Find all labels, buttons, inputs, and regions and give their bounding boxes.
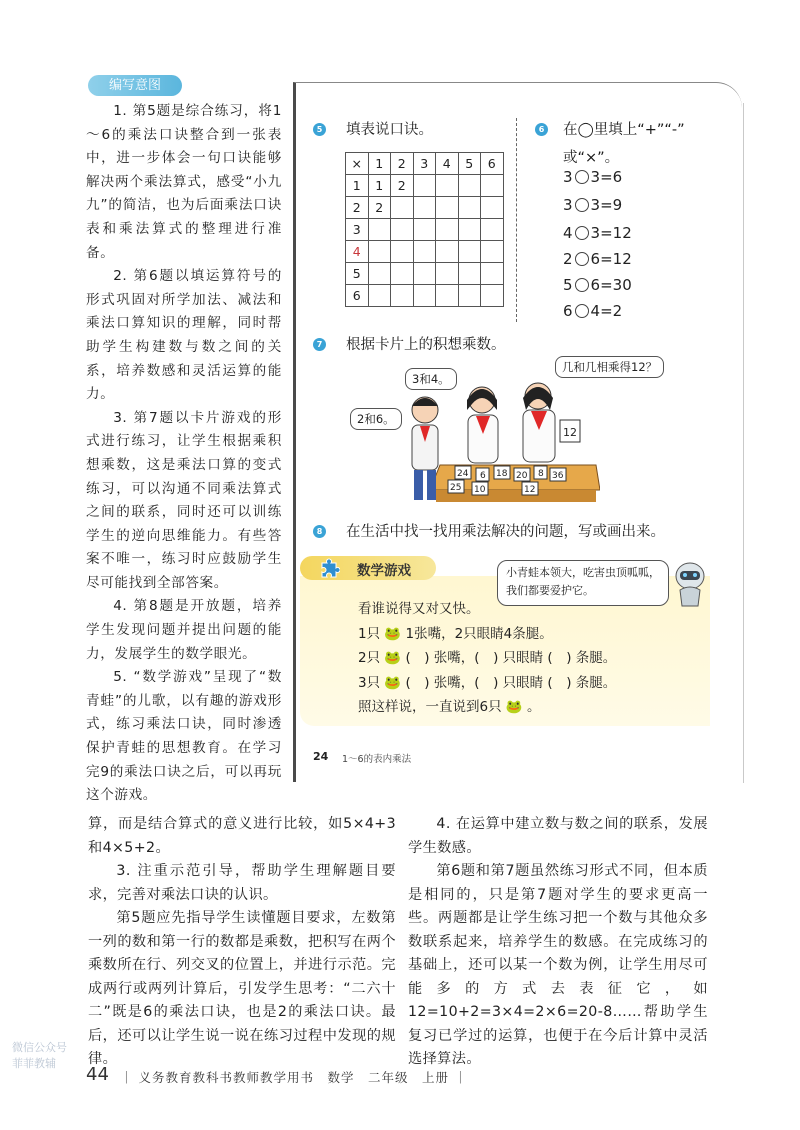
table-cell [368, 241, 391, 263]
table-cell: 2 [391, 175, 414, 197]
table-cell [391, 197, 414, 219]
page-number: 44 [86, 1064, 109, 1085]
multiplication-table [345, 152, 504, 307]
blank-circle[interactable] [575, 226, 589, 240]
equation-right: 6=12 [590, 250, 632, 268]
table-cell [458, 263, 481, 285]
equation-left: 4 [563, 224, 573, 242]
table-cell [458, 175, 481, 197]
table-cell: 4 [346, 241, 369, 263]
table-cell [458, 219, 481, 241]
column-divider [516, 118, 517, 322]
blank-circle[interactable] [575, 278, 589, 292]
equation [563, 276, 632, 294]
table-row [346, 197, 504, 219]
table-cell [391, 263, 414, 285]
game-line: 1只 🐸 1张嘴，2只眼睛4条腿。 [358, 626, 553, 642]
blank-circle[interactable] [575, 198, 589, 212]
table-cell [436, 197, 459, 219]
equation-left: 5 [563, 276, 573, 294]
q8-number-badge: 8 [313, 525, 326, 538]
table-cell: 1 [346, 175, 369, 197]
table-card: 12 [524, 485, 536, 495]
game-line: 2只 🐸 ( ) 张嘴，( ) 只眼睛 ( ) 条腿。 [358, 650, 617, 666]
equation-right: 4=2 [590, 302, 623, 320]
q7-text: 根据卡片上的积想乘数。 [346, 337, 506, 353]
table-card: 36 [552, 471, 564, 481]
body-paragraph: 第6题和第7题虽然练习形式不同，但本质是相同的，只是第7题对学生的要求更高一些。两题都是让学生练习把一个数与其他众多数联系起来，培养学生的数感。在完成练习的基础上，还可以某一个数为例，让学生用尽可能多的方式去表征它，如12=10+2=3×4=2×6=20-8……帮助学生复习已学过的运算，也便于在今后计算中灵活选择算法。 [408, 863, 708, 1067]
table-cell: 1 [368, 153, 391, 175]
table-cell: 3 [413, 153, 436, 175]
watermark-line-1: 微信公众号 [12, 1041, 67, 1054]
speech-bubble-b: 2和6。 [350, 408, 402, 430]
equation-left: 3 [563, 196, 573, 214]
equation-right: 6=30 [590, 276, 632, 294]
table-cell [481, 241, 504, 263]
table-cell [458, 197, 481, 219]
body-left-column [88, 813, 396, 1072]
table-cell [413, 263, 436, 285]
table-cell: 6 [346, 285, 369, 307]
equation-left: 2 [563, 250, 573, 268]
table-cell: 2 [368, 197, 391, 219]
blank-circle[interactable] [575, 304, 589, 318]
table-card: 24 [457, 469, 469, 479]
table-cell [413, 197, 436, 219]
table-cell [481, 197, 504, 219]
equation-left: 6 [563, 302, 573, 320]
table-cell [413, 285, 436, 307]
children-card-game-illustration [400, 370, 600, 510]
table-card: 25 [450, 483, 462, 493]
table-cell [436, 241, 459, 263]
table-cell: × [346, 153, 369, 175]
q8-text: 在生活中找一找用乘法解决的问题，写或画出来。 [346, 524, 665, 540]
table-row [346, 219, 504, 241]
equation-right: 3=6 [590, 168, 623, 186]
note-4: 4. 第8题是开放题，培养学生发现问题并提出问题的能力，发展学生的数学眼光。 [86, 598, 282, 662]
body-paragraph: 第5题应先指导学生读懂题目要求，左数第一列的数和第一行的数都是乘数，把积写在两个乘数所在行、列交叉的位置上，并进行示范。完成两行或两列计算后，引发学生思考：“二六十二”既是6的乘法口诀，也是2的乘法口诀。最后，还可以让学生说一说在练习过程中发现的规律。 [88, 910, 396, 1067]
q5-text: 填表说口诀。 [346, 122, 433, 138]
equation [563, 168, 622, 186]
textbook-page-number: 24 [313, 750, 329, 763]
table-cell [391, 285, 414, 307]
table-card: 8 [538, 469, 544, 479]
table-cell: 5 [458, 153, 481, 175]
note-2: 2. 第6题以填运算符号的形式巩固对所学加法、减法和乘法口算知识的理解，同时帮助学生构建数与数之间的关系，培养数感和灵活运算的能力。 [86, 268, 282, 403]
body-right-column [408, 813, 708, 1072]
table-cell [413, 219, 436, 241]
table-cell: 6 [481, 153, 504, 175]
table-cell [368, 285, 391, 307]
note-1: 1. 第5题是综合练习，将1～6的乘法口诀整合到一张表中，进一步体会一句口诀能够解决两个乘法算式，感受“小九九”的简洁，也为后面乘法口诀表和乘法算式的整理进行准备。 [86, 103, 282, 261]
table-card: 6 [480, 471, 486, 481]
table-cell: 3 [346, 219, 369, 241]
table-cell: 2 [391, 153, 414, 175]
puzzle-icon [318, 557, 340, 579]
table-cell [458, 285, 481, 307]
table-cell [436, 285, 459, 307]
table-cell [368, 219, 391, 241]
q6-number-badge: 6 [535, 123, 548, 136]
table-cell [481, 219, 504, 241]
body-paragraph: 算，而是结合算式的意义进行比较，如5×4+3和4×5+2。 [88, 816, 396, 856]
note-3: 3. 第7题以卡片游戏的形式进行练习，让学生根据乘积想乘数，这是乘法口算的变式练习，可以沟通不同乘法算式之间的联系，同时还可以训练学生的逆向思维能力。有些答案不唯一，练习时应鼓励学生尽可能找到全部答案。 [86, 409, 282, 591]
table-row [346, 285, 504, 307]
equation [563, 196, 622, 214]
table-row [346, 263, 504, 285]
q6-text-2: 或“×”。 [563, 150, 620, 166]
math-game-title: 数学游戏 [357, 563, 411, 579]
robot-icon [672, 560, 708, 608]
speech-bubble-question: 几和几相乘得12？ [555, 356, 664, 378]
table-header-row [346, 153, 504, 175]
blank-circle[interactable] [575, 252, 589, 266]
equation-right: 3=12 [590, 224, 632, 242]
table-cell [458, 241, 481, 263]
sidebar-tag: 编写意图 [88, 75, 182, 96]
table-card: 18 [496, 469, 508, 479]
table-row [346, 175, 504, 197]
equation [563, 224, 632, 242]
table-cell [391, 219, 414, 241]
table-cell [481, 263, 504, 285]
table-cell: 1 [368, 175, 391, 197]
game-line: 照这样说，一直说到6只 🐸 。 [358, 699, 541, 715]
table-cell [481, 175, 504, 197]
table-card: 20 [516, 471, 528, 481]
table-card: 10 [474, 485, 486, 495]
table-cell [391, 241, 414, 263]
table-cell: 4 [436, 153, 459, 175]
equation [563, 302, 622, 320]
table-cell [436, 263, 459, 285]
game-line: 看谁说得又对又快。 [358, 601, 480, 617]
watermark-line-2: 菲菲教辅 [12, 1057, 56, 1070]
table-cell [368, 263, 391, 285]
table-cell: 2 [346, 197, 369, 219]
equation-left: 3 [563, 168, 573, 186]
table-cell [413, 175, 436, 197]
held-card-number: 12 [563, 426, 577, 439]
table-cell [436, 175, 459, 197]
table-cell: 5 [346, 263, 369, 285]
frog-speech-bubble: 小青蛙本领大，吃害虫顶呱呱，我们都要爱护它。 [497, 560, 669, 606]
sidebar-notes [86, 100, 282, 808]
body-paragraph: 3. 注重示范引导，帮助学生理解题目要求，完善对乘法口诀的认识。 [88, 863, 396, 903]
game-line: 3只 🐸 ( ) 张嘴，( ) 只眼睛 ( ) 条腿。 [358, 675, 617, 691]
body-paragraph: 4. 在运算中建立数与数之间的联系，发展学生数感。 [408, 816, 708, 856]
equation [563, 250, 632, 268]
q5-number-badge: 5 [313, 123, 326, 136]
q6-text: 在◯里填上“+”“-” [563, 122, 685, 138]
table-row [346, 241, 504, 263]
watermark [12, 1040, 67, 1072]
q7-number-badge: 7 [313, 338, 326, 351]
blank-circle[interactable] [575, 170, 589, 184]
speech-bubble-a: 3和4。 [405, 368, 457, 390]
equation-right: 3=9 [590, 196, 623, 214]
note-5: 5. “数学游戏”呈现了“数青蛙”的儿歌，以有趣的游戏形式，练习乘法口诀，同时渗透保护青蛙的思想教育。在学习完9的乘法口诀之后，可以再玩这个游戏。 [86, 669, 282, 804]
table-cell [481, 285, 504, 307]
table-cell [436, 219, 459, 241]
book-series-title: ｜ 义务教育教科书教师教学用书 数学 二年级 上册 ｜ [120, 1070, 468, 1085]
table-cell [413, 241, 436, 263]
textbook-page-title: 1～6的表内乘法 [342, 754, 412, 765]
